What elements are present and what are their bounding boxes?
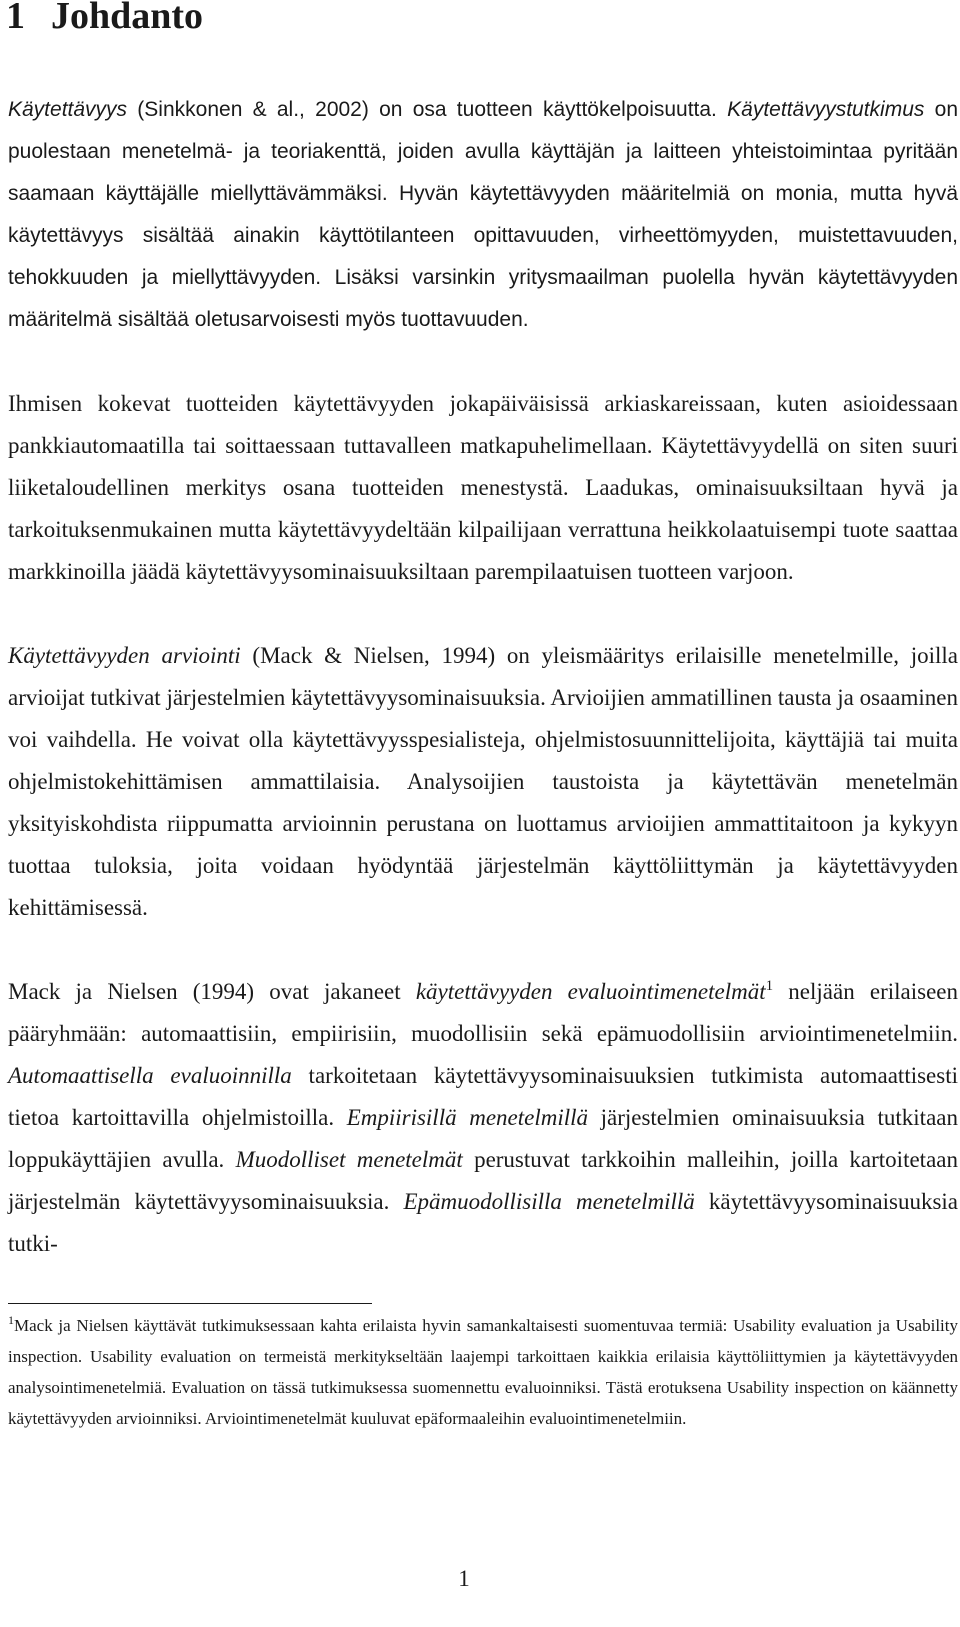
term-kaytettavyyden-arviointi: Käytettävyyden arviointi	[8, 643, 241, 668]
paragraph-4-text-a: Mack ja Nielsen (1994) ovat jakaneet	[8, 979, 416, 1004]
paragraph-2-text: Ihmisen kokevat tuotteiden käytettävyyden jokapäiväisissä arkiaskareissaan, kuten asioidessaan pankkiautomaatilla tai soittaessaan tuttavalleen matkapuhelimellaan. Käytettävyydellä on siten suuri liiketaloudellinen merkitys osana tuotteiden menestystä. Laadukas, ominaisuuksiltaan hyvä ja tarkoituksenmukainen mutta käytettävyydeltään kilpailijaan verrattuna heikkolaatuisempi tuote saattaa markkinoilla jäädä käytettävyysominaisuuksiltaan parempilaatuisen tuotteen varjoon.	[8, 391, 958, 584]
footnote-mark: 1	[8, 1313, 14, 1327]
term-epamuodolliset-menetelmat: Epämuodollisilla menetelmillä	[403, 1189, 695, 1214]
footnote-text: Mack ja Nielsen käyttävät tutkimuksessaan kahta erilaista hyvin samankaltaisesti suomentuvaa termiä: Usability evaluation ja Usability inspection. Usability evaluation on termeistä merkitykseltään laajempi tarkoittaen kaikkia erilaisia käyttöliittymien ja käytettävyyden analysointimenetelmiä. Evaluation on tässä tutkimuksessa suomennettu evaluoinniksi. Tästä erotuksena Usability inspection on käännetty käytettävyyden arvioinniksi. Arviointimenetelmät kuuluvat epäformaaleihin evaluointimenetelmiin.	[8, 1316, 958, 1428]
page-number: 1	[458, 1566, 470, 1591]
term-kaytettavyystutkimus: Käytettävyystutkimus	[727, 98, 925, 121]
paragraph-3-text: (Mack & Nielsen, 1994) on yleismääritys erilaisille menetelmille, joilla arvioijat tutkivat järjestelmien käytettävyysominaisuuksia. Arvioijien ammatillinen tausta ja osaaminen voi vaihdella. He voivat olla käytettävyysspesialisteja, ohjelmistosuunnittelijoita, käyttäjiä tai muita ohjelmistokehittämisen ammattilaisia. Analysoijien taustoista ja käytettävän menetelmän yksityiskohdista riippumatta arvioinnin perustana on luottamus arvioijien ammattitaitoon ja kykyyn tuottaa tuloksia, joita voidaan hyödyntää järjestelmän käyttöliittymän ja käytettävyyden kehittämisessä.	[8, 643, 958, 920]
term-kaytettavyys: Käytettävyys	[8, 98, 128, 121]
paragraph-1-text-a: (Sinkkonen & al., 2002) on osa tuotteen käyttökelpoisuutta.	[127, 98, 728, 121]
footnote-reference[interactable]: 1	[765, 978, 774, 994]
paragraph-4-text-c: tarkoitetaan käytettävyysominaisuuksien tutkimista automaattisesti tietoa kartoittavilla ohjelmistoilla.	[8, 1063, 958, 1130]
footnote	[8, 1310, 958, 1434]
paragraph-4-text-e: perustuvat tarkkoihin malleihin, joilla kartoitetaan järjestelmän käytettävyysominaisuuksia.	[8, 1147, 958, 1214]
footnote-divider	[8, 1303, 372, 1304]
term-muodolliset-menetelmat: Muodolliset menetelmät	[235, 1147, 463, 1172]
body-text	[8, 89, 958, 1265]
chapter-title: Johdanto	[51, 0, 204, 37]
chapter-number: 1	[6, 0, 25, 37]
term-evaluointimenetelmat: käytettävyyden evaluointimenetelmät	[415, 979, 766, 1004]
paragraph-3	[8, 635, 958, 929]
paragraph-4-text-f: käytettävyysominaisuuksia tutki-	[8, 1189, 958, 1256]
paragraph-1-text-b: on puolestaan menetelmä- ja teoriakenttä, joiden avulla käyttäjän ja laitteen yhteistoimintaa pyritään saamaan käyttäjälle miellyttävämmäksi. Hyvän käytettävyyden määritelmiä on monia, mutta hyvä käytettävyys sisältää ainakin käyttötilanteen opittavuuden, virheettömyyden, muistettavuuden, tehokkuuden ja miellyttävyyden. Lisäksi varsinkin yritysmaailman puolella hyvän käytettävyyden määritelmä sisältää oletusarvoisesti myös tuottavuuden.	[8, 98, 958, 331]
paragraph-4-text-d: järjestelmien ominaisuuksia tutkitaan loppukäyttäjien avulla.	[8, 1105, 958, 1172]
term-automaattinen-evaluointi: Automaattisella evaluoinnilla	[8, 1063, 292, 1088]
paragraph-1	[8, 89, 958, 341]
paragraph-2	[8, 383, 958, 593]
chapter-heading	[6, 0, 203, 38]
footnote-1	[8, 1310, 958, 1434]
paragraph-4	[8, 971, 958, 1265]
term-empiiriset-menetelmat: Empiirisillä menetelmillä	[346, 1105, 588, 1130]
paragraph-4-text-b: neljään erilaiseen pääryhmään: automaattisiin, empiirisiin, muodollisiin sekä epämuodollisiin arviointimenetelmiin.	[8, 979, 958, 1046]
